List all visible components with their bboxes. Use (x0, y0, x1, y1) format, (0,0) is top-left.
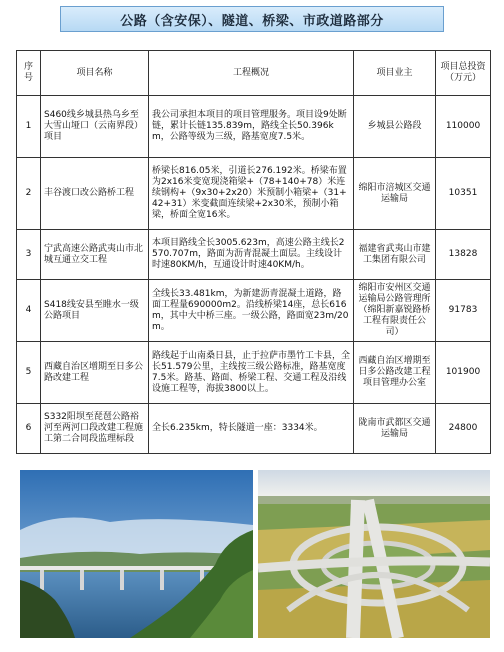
row-investment: 24800 (436, 404, 491, 454)
row-investment: 110000 (436, 96, 491, 158)
row-summary: 全长6.235km，特长隧道一座：3334米。 (149, 404, 354, 454)
row-summary: 路线起于山南桑日县，止于拉萨市墨竹工卡县，全长51.579公里，主线按三级公路标准，路基宽度7.5米。路基、路面、桥梁工程、交通工程及沿线设施工程等，海拔3800以上。 (149, 342, 354, 404)
row-name: S460线乡城县热乌乡至大雪山垭口（云南界段）项目 (41, 96, 149, 158)
interchange-photo (258, 470, 490, 638)
row-investment: 91783 (436, 280, 491, 342)
row-summary: 我公司承担本项目的项目管理服务。项目设9处断链，累计长链135.839m，路线全长50.396km，公路等级为三级，路基宽度7.5米。 (149, 96, 354, 158)
row-owner: 陇南市武都区交通运输局 (354, 404, 436, 454)
table-row (17, 280, 491, 342)
section-banner (60, 6, 444, 32)
row-owner: 福建省武夷山市建工集团有限公司 (354, 230, 436, 280)
row-investment: 101900 (436, 342, 491, 404)
header-owner: 项目业主 (354, 51, 436, 96)
row-investment: 13828 (436, 230, 491, 280)
row-owner: 绵阳市安州区交通运输局公路管理所（绵阳新嘉锐路桥工程有限责任公司） (354, 280, 436, 342)
row-no: 1 (17, 96, 41, 158)
table-row (17, 158, 491, 230)
row-no: 2 (17, 158, 41, 230)
row-name: 宁武高速公路武夷山市北城互通立交工程 (41, 230, 149, 280)
table-row (17, 342, 491, 404)
bridge-photo-art (20, 470, 253, 638)
table-header-row (17, 51, 491, 96)
banner-title: 公路（含安保）、隧道、桥梁、市政道路部分 (120, 13, 384, 29)
bridge-photo (20, 470, 253, 638)
row-owner: 绵阳市涪城区交通运输局 (354, 158, 436, 230)
row-name: S418线安县至睢水一级公路项目 (41, 280, 149, 342)
row-name: 丰谷渡口改公路桥工程 (41, 158, 149, 230)
row-summary: 桥梁长816.05米，引道长276.192米。桥梁布置为2x16米变宽现浇箱梁+（78+140+78）米连续钢构+（9x30+2x20）米预制小箱梁+（31+42+31）米变截面连续梁+2x30米，预制小箱梁，桥面全宽16米。 (149, 158, 354, 230)
row-name: 西藏自治区增期至日多公路改建工程 (41, 342, 149, 404)
row-no: 3 (17, 230, 41, 280)
row-summary: 本项目路线全长3005.623m，高速公路主线长2570.707m，路面为沥青混凝土面层。主线设计时速80KM/h，互通设计时速40KM/h。 (149, 230, 354, 280)
table-row (17, 230, 491, 280)
row-name: S332阳坝至琵琶公路裕河至两河口段改建工程施工第二合同段监理标段 (41, 404, 149, 454)
row-owner: 乡城县公路段 (354, 96, 436, 158)
project-table (16, 50, 491, 454)
row-summary: 全线长33.481km，为新建沥青混凝土道路，路面工程量690000m2。沿线桥梁14座，总长616m，其中大中桥三座。一级公路，路面宽23m/20m。 (149, 280, 354, 342)
row-no: 4 (17, 280, 41, 342)
table-row (17, 404, 491, 454)
row-owner: 西藏自治区增期至日多公路改建工程项目管理办公室 (354, 342, 436, 404)
header-name: 项目名称 (41, 51, 149, 96)
header-investment: 项目总投资（万元） (436, 51, 491, 96)
header-summary: 工程概况 (149, 51, 354, 96)
interchange-photo-art (258, 470, 490, 638)
header-no: 序号 (17, 51, 41, 96)
row-no: 6 (17, 404, 41, 454)
table-row (17, 96, 491, 158)
row-no: 5 (17, 342, 41, 404)
row-investment: 10351 (436, 158, 491, 230)
